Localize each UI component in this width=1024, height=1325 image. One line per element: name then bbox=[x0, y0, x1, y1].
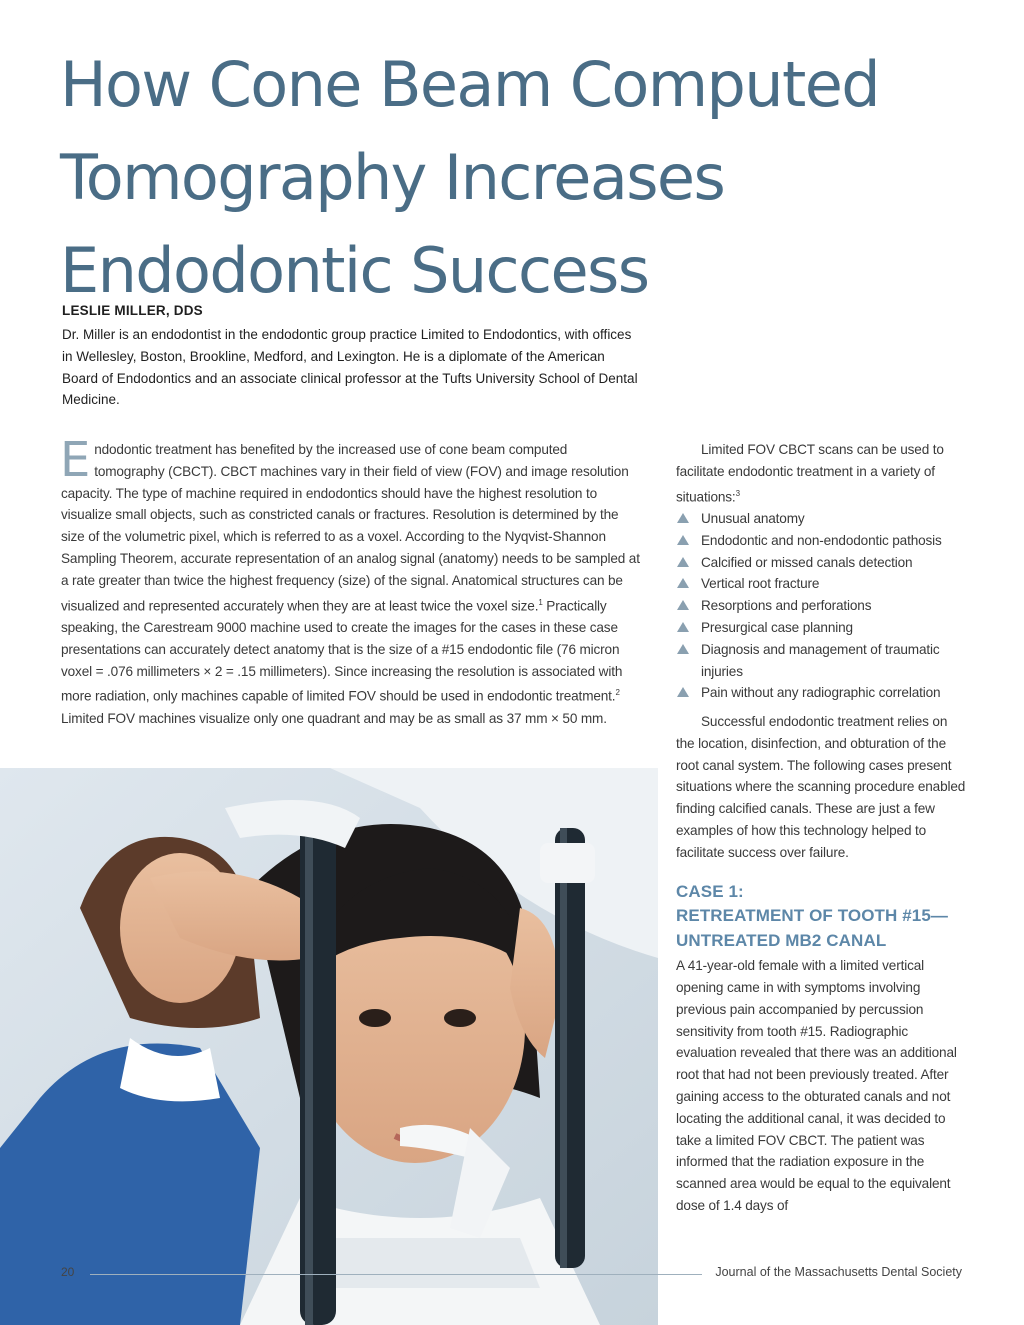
case-heading-line: RETREATMENT OF TOOTH #15— bbox=[676, 906, 949, 926]
case-1-heading bbox=[676, 880, 968, 954]
reference-1: 1 bbox=[538, 597, 543, 607]
situations-list bbox=[676, 508, 968, 704]
success-paragraph: Successful endodontic treatment relies on the location, disinfection, and obturation of the root canal system. The following cases present situations where the scanning procedure enabled finding calcified canals. These are just a few examples of how this technology helped to facilitate success over failure. bbox=[676, 714, 966, 860]
list-item bbox=[676, 530, 968, 552]
list-item-text: Endodontic and non-endodontic pathosis bbox=[701, 532, 942, 548]
fov-intro-text: Limited FOV CBCT scans can be used to facilitate endodontic treatment in a variety of situations: bbox=[676, 442, 944, 505]
case-heading-line: UNTREATED MB2 CANAL bbox=[676, 930, 887, 950]
list-item-text: Calcified or missed canals detection bbox=[701, 554, 913, 570]
intro-text-part1: ndodontic treatment has benefited by the increased use of cone beam computed tomography (CBCT). CBCT machines vary in their field of view (FOV) and image resolution capacity. The type of machine required in endodontics should have the highest resolution to visualize small objects, such as constricted canals or fractures. Resolution is determined by the size of the volumetric pixel, which is referred to as a voxel. According to the Nyqvist-Shannon Sampling Theorem, accurate representation of an analog signal (anatomy) needs to be sampled at a rate greater than twice the highest frequency (size) of the signal. Anatomical structures can be visualized and represented accurately when they are at least twice the voxel size. bbox=[61, 442, 640, 614]
reference-2: 2 bbox=[615, 688, 620, 698]
reference-3: 3 bbox=[735, 488, 740, 498]
list-item bbox=[676, 508, 968, 530]
cbct-scanner-photo bbox=[0, 768, 658, 1325]
list-item bbox=[676, 682, 968, 704]
journal-name: Journal of the Massachusetts Dental Society bbox=[715, 1265, 962, 1279]
list-item-text: Presurgical case planning bbox=[701, 619, 853, 635]
intro-paragraph bbox=[60, 432, 641, 729]
title-line: How Cone Beam Computed bbox=[60, 48, 879, 121]
page-number: 20 bbox=[61, 1265, 75, 1279]
triangle-bullet-icon bbox=[677, 535, 689, 545]
list-item-text: Vertical root fracture bbox=[701, 576, 820, 592]
triangle-bullet-icon bbox=[677, 513, 689, 523]
triangle-bullet-icon bbox=[677, 578, 689, 588]
author-bio: Dr. Miller is an endodontist in the endodontic group practice Limited to Endodontics, with offices in Wellesley, Boston, Brookline, Medford, and Lexington. He is a diplomate of the American Board of Endodontics and an associate clinical professor at the Tufts University School of Dental Medicine. bbox=[62, 327, 638, 408]
list-item bbox=[676, 552, 968, 574]
list-item-text: Unusual anatomy bbox=[701, 510, 805, 526]
right-column bbox=[676, 439, 968, 1217]
intro-text-part2: Practically speaking, the Carestream 9000 machine used to create the images for the cases in these case presentations can accurately detect anatomy that is the size of a #15 endodontic file (76 micron voxel = .076 millimeters × 2 = .15 millimeters). Since increasing the resolution is associated with more radiation, only machines capable of limited FOV should be used in endodontic treatment. bbox=[61, 598, 623, 704]
title-line: Tomography Increases bbox=[60, 141, 725, 214]
case-1-paragraph: A 41-year-old female with a limited vertical opening came in with symptoms involving previous pain accompanied by percussion sensitivity from tooth #15. Radiographic evaluation revealed that there was an additional root that had not been previously treated. After gaining access to the obturated canals and not locating the additional canal, it was decided to take a limited FOV CBCT. The patient was informed that the radiation exposure in the scanned area would be equal to the equivalent dose of 1.4 days of bbox=[676, 958, 957, 1213]
list-item-text: Pain without any radiographic correlation bbox=[701, 685, 941, 701]
author-name: LESLIE MILLER, DDS bbox=[62, 303, 203, 318]
triangle-bullet-icon bbox=[677, 687, 689, 697]
list-item bbox=[676, 639, 968, 683]
case-heading-line: CASE 1: bbox=[676, 881, 744, 901]
list-item bbox=[676, 617, 968, 639]
fov-intro-paragraph bbox=[676, 439, 968, 508]
list-item-text: Resorptions and perforations bbox=[701, 598, 872, 614]
list-item bbox=[676, 573, 968, 595]
title-line: Endodontic Success bbox=[60, 234, 649, 307]
intro-text-part3: Limited FOV machines visualize only one quadrant and may be as small as 37 mm × 50 mm. bbox=[61, 710, 607, 726]
list-item bbox=[676, 595, 968, 617]
triangle-bullet-icon bbox=[677, 557, 689, 567]
article-title bbox=[60, 38, 960, 317]
footer-divider bbox=[90, 1274, 702, 1275]
list-item-text: Diagnosis and management of traumatic injuries bbox=[701, 641, 940, 679]
drop-cap: E bbox=[60, 432, 91, 488]
triangle-bullet-icon bbox=[677, 644, 689, 654]
triangle-bullet-icon bbox=[677, 622, 689, 632]
triangle-bullet-icon bbox=[677, 600, 689, 610]
